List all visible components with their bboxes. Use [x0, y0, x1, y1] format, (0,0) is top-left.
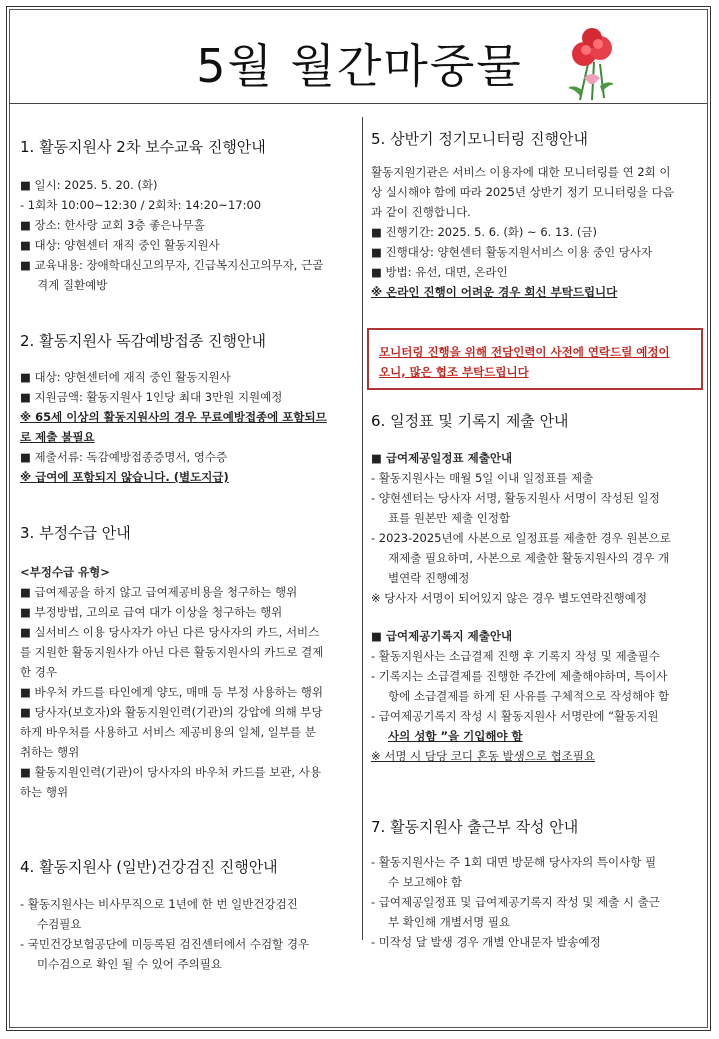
s1-line: ■ 일시: 2025. 5. 20. (화) — [20, 178, 158, 192]
section-5-heading: 5. 상반기 정기모니터링 진행안내 — [371, 130, 588, 148]
monitoring-notice — [367, 328, 703, 390]
s3-line: 한 경우 — [20, 665, 57, 679]
s2-line: ■ 대상: 양현센터에 재직 중인 활동지원사 — [20, 370, 231, 384]
s6-line: 사의 성함 ”을 기입해야 함 — [388, 729, 523, 743]
carnation-icon — [560, 24, 620, 104]
section-5 — [371, 128, 701, 302]
s6-line: ※ 당사자 서명이 되어있지 않은 경우 별도연락진행예정 — [371, 591, 647, 605]
s3-line: 를 지원한 활동지원사가 아닌 다른 활동지원사의 카드로 결제 — [20, 645, 324, 659]
s4-line: - 활동지원사는 비사무직으로 1년에 한 번 일반건강검진 — [20, 897, 298, 911]
s6-line: 항에 소급결제를 하게 된 사유를 구체적으로 작성해야 함 — [388, 689, 670, 703]
section-1 — [20, 136, 350, 295]
s4-line: 수검필요 — [37, 917, 82, 931]
s2-line: 로 제출 불필요 — [20, 430, 95, 444]
s2-line: ※ 65세 이상의 활동지원사의 경우 무료예방접종에 포함되므 — [20, 410, 327, 424]
s4-line: - 국민건강보험공단에 미등록된 검진센터에서 수검할 경우 — [20, 937, 310, 951]
s3-line: ■ 실서비스 이용 당사자가 아닌 다른 당사자의 카드, 서비스 — [20, 625, 320, 639]
section-7-heading: 7. 활동지원사 출근부 작성 안내 — [371, 818, 579, 836]
column-divider — [362, 117, 363, 940]
s5-line: ■ 방법: 유선, 대면, 온라인 — [371, 265, 508, 279]
s7-line: - 미작성 달 발생 경우 개별 안내문자 발송예정 — [371, 935, 601, 949]
section-2 — [20, 330, 350, 487]
s6-line: 표를 원본만 제출 인정함 — [388, 511, 511, 525]
s6-line: - 2023-2025년에 사본으로 일정표를 제출한 경우 원본으로 — [371, 531, 671, 545]
s6-line: - 활동지원사는 매월 5일 이내 일정표를 제출 — [371, 471, 594, 485]
section-4 — [20, 856, 350, 974]
s3-line: ■ 부정방법, 고의로 급여 대가 이상을 청구하는 행위 — [20, 605, 283, 619]
title-divider — [10, 103, 707, 104]
s2-line: ※ 급여에 포함되지 않습니다. (별도지급) — [20, 470, 229, 484]
section-7 — [371, 816, 701, 952]
s6-line: - 기록지는 소급결제를 진행한 주간에 제출해야하며, 특이사 — [371, 669, 668, 683]
s2-line: ■ 지원금액: 활동지원사 1인당 최대 3만원 지원예정 — [20, 390, 283, 404]
page-title: 5월 월간마중물 — [196, 39, 523, 93]
s6-line: - 활동지원사는 소급결제 진행 후 기록지 작성 및 제출필수 — [371, 649, 660, 663]
s3-line: 하는 행위 — [20, 785, 69, 799]
s4-line: 미수검으로 확인 될 수 있어 주의필요 — [37, 957, 222, 971]
notice-line: 모니터링 진행을 위해 전담인력이 사전에 연락드릴 예정이 — [379, 345, 670, 359]
s7-line: 수 보고해야 함 — [388, 875, 462, 889]
section-1-heading: 1. 활동지원사 2차 보수교육 진행안내 — [20, 138, 266, 156]
section-3-heading: 3. 부정수급 안내 — [20, 524, 131, 542]
s6-line: - 양현센터는 당사자 서명, 활동지원사 서명이 작성된 일정 — [371, 491, 660, 505]
s3-line: ■ 급여제공을 하지 않고 급여제공비용을 청구하는 행위 — [20, 585, 298, 599]
section-6 — [371, 410, 701, 766]
s1-line: ■ 교육내용: 장애학대신고의무자, 긴급복지신고의무자, 근골 — [20, 258, 324, 272]
section-2-heading: 2. 활동지원사 독감예방접종 진행안내 — [20, 332, 266, 350]
s3-line: ■ 당사자(보호자)와 활동지원인력(기관)의 강압에 의해 부당 — [20, 705, 323, 719]
section-4-heading: 4. 활동지원사 (일반)건강검진 진행안내 — [20, 858, 278, 876]
s2-line: ■ 제출서류: 독감예방접종증명서, 영수증 — [20, 450, 228, 464]
s7-line: 부 확인해 개별서명 필요 — [388, 915, 511, 929]
section-3 — [20, 522, 350, 802]
s5-line: ■ 진행기간: 2025. 5. 6. (화) ~ 6. 13. (금) — [371, 225, 598, 239]
s3-line: ■ 바우처 카드를 타인에게 양도, 매매 등 부정 사용하는 행위 — [20, 685, 323, 699]
s6-line: 별연락 진행예정 — [388, 571, 470, 585]
s6-line: - 급여제공기록지 작성 시 활동지원사 서명란에 “활동지원 — [371, 709, 659, 723]
s1-line: ■ 대상: 양현센터 재직 중인 활동지원사 — [20, 238, 220, 252]
s1-line: 격계 질환예방 — [37, 278, 108, 292]
s5-line: 활동지원기관은 서비스 이용자에 대한 모니터링를 연 2회 이 — [371, 165, 671, 179]
notice-line: 오니, 많은 협조 부탁드립니다 — [379, 365, 529, 379]
s3-line: 취하는 행위 — [20, 745, 80, 759]
s5-line: 상 실시해야 함에 따라 2025년 상반기 정기 모니터링을 다음 — [371, 185, 674, 199]
s1-line: - 1회차 10:00~12:30 / 2회차: 14:20~17:00 — [20, 198, 262, 212]
s7-line: - 급여제공일정표 및 급여제공기록지 작성 및 제출 시 출근 — [371, 895, 660, 909]
section-6-heading: 6. 일정표 및 기록지 제출 안내 — [371, 412, 569, 430]
s3-line: 하게 바우처를 사용하고 서비스 제공비용의 일체, 일부를 분 — [20, 725, 316, 739]
s1-line: ■ 장소: 한사랑 교회 3층 좋은나무홀 — [20, 218, 205, 232]
s6-line: 재제출 필요하며, 사본으로 제출한 활동지원사의 경우 개 — [388, 551, 670, 565]
s6-subheading: ■ 급여제공일정표 제출안내 — [371, 451, 513, 465]
s5-line: ■ 진행대상: 양현센터 활동지원서비스 이용 중인 당사자 — [371, 245, 653, 259]
s5-line: 과 같이 진행합니다. — [371, 205, 471, 219]
s5-line: ※ 온라인 진행이 어려운 경우 회신 부탁드립니다 — [371, 285, 618, 299]
s6-subheading: ■ 급여제공기록지 제출안내 — [371, 629, 513, 643]
s7-line: - 활동지원사는 주 1회 대면 방문해 당사자의 특이사항 필 — [371, 855, 657, 869]
s3-line: ■ 활동지원인력(기관)이 당사자의 바우처 카드를 보관, 사용 — [20, 765, 321, 779]
s3-line: <부정수급 유형> — [20, 565, 110, 579]
s6-line: ※ 서명 시 담당 코디 혼동 발생으로 협조필요 — [371, 749, 596, 763]
